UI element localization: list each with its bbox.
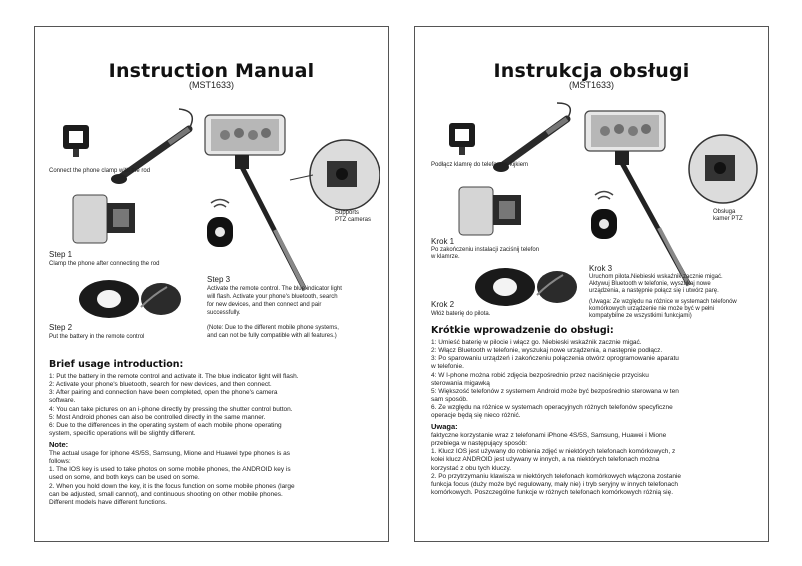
model-number: (MST1633) — [188, 80, 234, 90]
battery-remote-illustration — [471, 265, 581, 309]
step-3-note: (Note: Due to the different mobile phone systems, and can not be fully compatible with all features.) — [207, 325, 339, 339]
page-title: Instrukcja obsługi — [493, 60, 690, 82]
step-3-title: Step 3 — [207, 275, 231, 284]
step-3-text: Activate the remote control. The blue indicator light will flash. Activate your phone's bluetooth, search for new devices, and then connect and pair successfully. — [207, 286, 342, 316]
step-2-text: Put the battery in the remote control — [49, 334, 145, 340]
remote-control-illustration — [203, 195, 237, 255]
clamped-phone-illustration — [65, 189, 145, 249]
note-heading: Note: — [49, 440, 69, 449]
brief-usage-heading: Brief usage introduction: — [49, 359, 184, 370]
step-2-title: Step 2 — [49, 323, 73, 332]
step-1-title: Step 1 — [49, 250, 73, 259]
step-3-note: (Uwaga: Ze względu na różnice w systemach telefonów komórkowych urządzenie nie może być w pełni kompatybilne ze wszystkimi funkcjami) — [589, 299, 737, 320]
supports-ptz-label: Supports PTZ cameras — [335, 210, 372, 224]
clamp-and-rod-illustration — [429, 101, 579, 191]
note-list: faktyczne korzystanie wraz z telefonami iPhone 4S/5S, Samsung, Huawei i Mione przebiega w następujący sposób: 1. Klucz IOS jest używany do robienia zdjęć w niektórych telefonach komórkowych, z kolei klucz ANDROID jest używany w innych, a na niektórych telefonach można korzystać z obu tych kluczy. 2. Po przytrzymaniu klawisza w niektórych telefonach komórkowych włączona zostanie funkcja focus (duży może być regulowany, mały nie) i tryb seryjny w innych telefonach komórkowych. Poszczególne funkcje w różnych telefonach komórkowych różnią się. — [431, 432, 681, 497]
brief-usage-list: 1: Put the battery in the remote control and activate it. The blue indicator light will flash. 2: Activate your phone's bluetooth, search for new devices, and then connect. 3: After pairing and connection have been completed, open the phone's camera software. 4: You can take pictures on an i-phone directly by pressing the shutter control button. 5: Most Android phones can also be controlled directly in the same manner. 6: Due to the differences in the operating system of each mobile phone operating system, specific operations will be slightly different. — [49, 373, 299, 438]
step-1-text: Clamp the phone after connecting the rod — [49, 261, 160, 267]
clamp-caption: Connect the phone clamp with the rod — [49, 168, 151, 174]
clamped-phone-illustration — [451, 183, 531, 239]
step-3-text: Uruchom pilota.Niebieski wskaźnik zacznie migać. Aktywuj Bluetooth w telefonie, wyszukaj nowe urządzenia, a następnie połącz się i utwórz parę. — [589, 274, 723, 295]
supports-ptz-label: Obsługa kamer PTZ — [713, 209, 743, 223]
model-number: (MST1633) — [568, 80, 614, 90]
step-1-text: Po zakończeniu instalacji zaciśnij telefon w klamrze. — [431, 247, 540, 261]
battery-remote-illustration — [75, 277, 185, 321]
remote-control-illustration — [587, 187, 621, 247]
brief-usage-heading: Krótkie wprowadzenie do obsługi: — [431, 325, 614, 336]
clamp-caption: Podłącz klamrę do telefonu z kijkiem — [431, 162, 529, 168]
english-page — [34, 26, 389, 542]
step-2-title: Krok 2 — [431, 300, 455, 309]
step-1-title: Krok 1 — [431, 237, 455, 246]
note-heading: Uwaga: — [431, 422, 458, 431]
clamp-and-rod-illustration — [49, 105, 199, 195]
note-list: The actual usage for iphone 4S/5S, Samsung, Mione and Huawei type phones is as follows: 1. The IOS key is used to take photos on some mobile phones, the ANDROID key is used on some, and both keys can be used on some. 2. When you hold down the key, it is the focus function on some mobile phones (large can be adjusted, small cannot), and continuous shooting on other mobile phones. Different models have different functions. — [49, 450, 295, 506]
brief-usage-list: 1: Umieść baterię w pilocie i włącz go. Niebieski wskaźnik zacznie migać. 2: Włącz Bluetooth w telefonie, wyszukaj nowe urządzenia, a następnie podłącz. 3: Po sparowaniu urządzeń i zakończeniu połączenia otwórz oprogramowanie aparatu w telefonie. 4: W I-phone można robić zdjęcia bezpośrednio przez naciśnięcie przycisku sterowania migawką 5: Większość telefonów z systemem Android może być bezpośrednio sterowana w ten sam sposób. 6. Ze względu na różnice w systemach operacyjnych różnych telefonów specyficzne operacje będą się nieco różnić. — [431, 339, 679, 420]
step-3-title: Krok 3 — [589, 264, 613, 273]
step-2-text: Włóż baterię do pilota. — [431, 311, 491, 317]
polish-page — [414, 26, 769, 542]
page-title: Instruction Manual — [108, 60, 315, 82]
